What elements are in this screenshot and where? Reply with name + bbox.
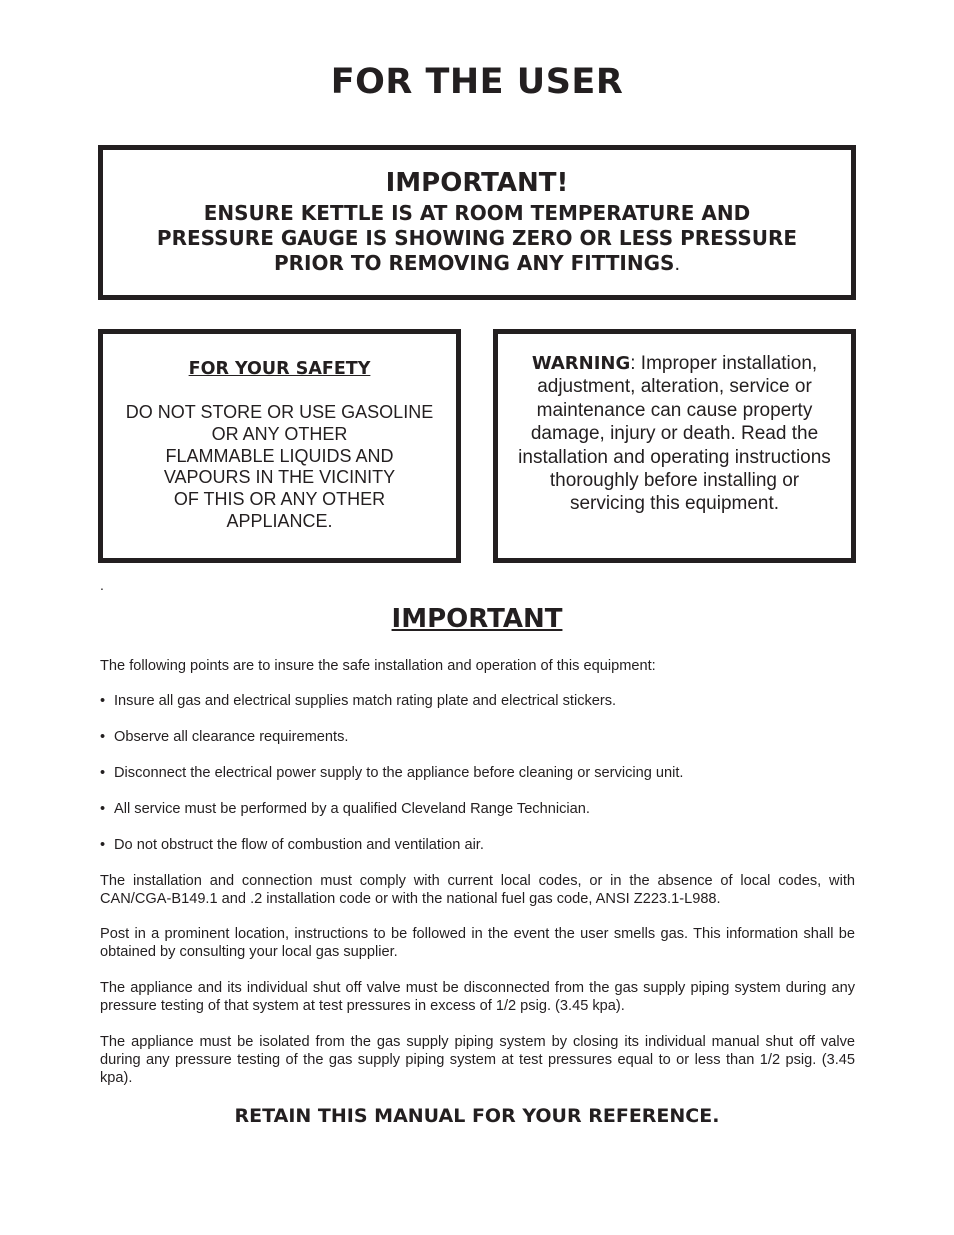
- bullet-mark: •: [100, 765, 106, 781]
- important-notice-line: ENSURE KETTLE IS AT ROOM TEMPERATURE AND: [203, 201, 751, 225]
- safety-body: [103, 402, 456, 533]
- section-intro: The following points are to insure the safe installation and operation of this equipment:: [100, 658, 656, 674]
- warning-body: [498, 352, 851, 516]
- bullet-mark: •: [100, 729, 106, 745]
- safety-line: OF THIS OR ANY OTHER: [173, 489, 386, 510]
- bullet-item: [100, 728, 855, 746]
- bullet-text: Observe all clearance requirements.: [114, 729, 349, 745]
- important-notice-body: [113, 201, 841, 277]
- stray-dot: .: [100, 577, 104, 593]
- bullet-text: Disconnect the electrical power supply to the appliance before cleaning or servicing unit.: [114, 765, 684, 781]
- bullet-item: [100, 692, 855, 710]
- bullet-text: Insure all gas and electrical supplies match rating plate and electrical stickers.: [114, 693, 617, 709]
- paragraph: The appliance and its individual shut off valve must be disconnected from the gas supply piping system during any pressure testing of that system at test pressures in excess of 1/2 psig. (3.45 kpa).: [100, 980, 855, 1014]
- safety-line: OR ANY OTHER: [211, 423, 348, 444]
- important-notice-line: PRESSURE GAUGE IS SHOWING ZERO OR LESS PRESSURE: [156, 226, 798, 250]
- important-notice-line-end: .: [674, 253, 680, 275]
- important-notice-heading: IMPORTANT!: [385, 168, 569, 198]
- safety-line: DO NOT STORE OR USE GASOLINE: [125, 402, 434, 422]
- important-notice-line-text: PRIOR TO REMOVING ANY FITTINGS: [273, 251, 675, 275]
- important-notice-line: [113, 251, 841, 277]
- safety-line: FLAMMABLE LIQUIDS AND: [165, 445, 394, 466]
- bullet-item: [100, 836, 855, 854]
- safety-line: VAPOURS IN THE VICINITY: [163, 467, 396, 488]
- retain-manual-note: RETAIN THIS MANUAL FOR YOUR REFERENCE.: [234, 1105, 720, 1127]
- bullet-text: All service must be performed by a qualified Cleveland Range Technician.: [114, 801, 590, 817]
- warning-box: [493, 329, 856, 563]
- bullet-mark: •: [100, 693, 106, 709]
- safety-heading: FOR YOUR SAFETY: [188, 359, 371, 379]
- paragraph: Post in a prominent location, instructions to be followed in the event the user smells gas. This information shall be obtained by consulting your local gas supplier.: [100, 926, 855, 960]
- safety-line: APPLIANCE.: [226, 510, 333, 531]
- bullet-mark: •: [100, 837, 106, 853]
- bullet-text: Do not obstruct the flow of combustion and ventilation air.: [114, 837, 484, 853]
- warning-text: : Improper installation, adjustment, alteration, service or maintenance can cause property damage, injury or death. Read the installation and operating instructions thoroughly before installing or servicing this equipment.: [518, 353, 831, 515]
- safety-box: [98, 329, 461, 563]
- important-notice-box: [98, 145, 856, 300]
- bullet-mark: •: [100, 801, 106, 817]
- bullet-item: [100, 800, 855, 818]
- bullet-item: [100, 764, 855, 782]
- paragraph: The installation and connection must comply with current local codes, or in the absence of local codes, with CAN/CGA-B149.1 and .2 installation code or with the national fuel gas code, ANSI Z223.1-L988.: [100, 873, 855, 907]
- warning-label: WARNING: [531, 353, 631, 374]
- section-heading: IMPORTANT: [391, 604, 563, 634]
- paragraph: The appliance must be isolated from the gas supply piping system by closing its individual manual shut off valve during any pressure testing of the gas supply piping system at test pressures equal to or less than 1/2 psig. (3.45 kpa).: [100, 1034, 855, 1086]
- page-title: FOR THE USER: [330, 62, 624, 102]
